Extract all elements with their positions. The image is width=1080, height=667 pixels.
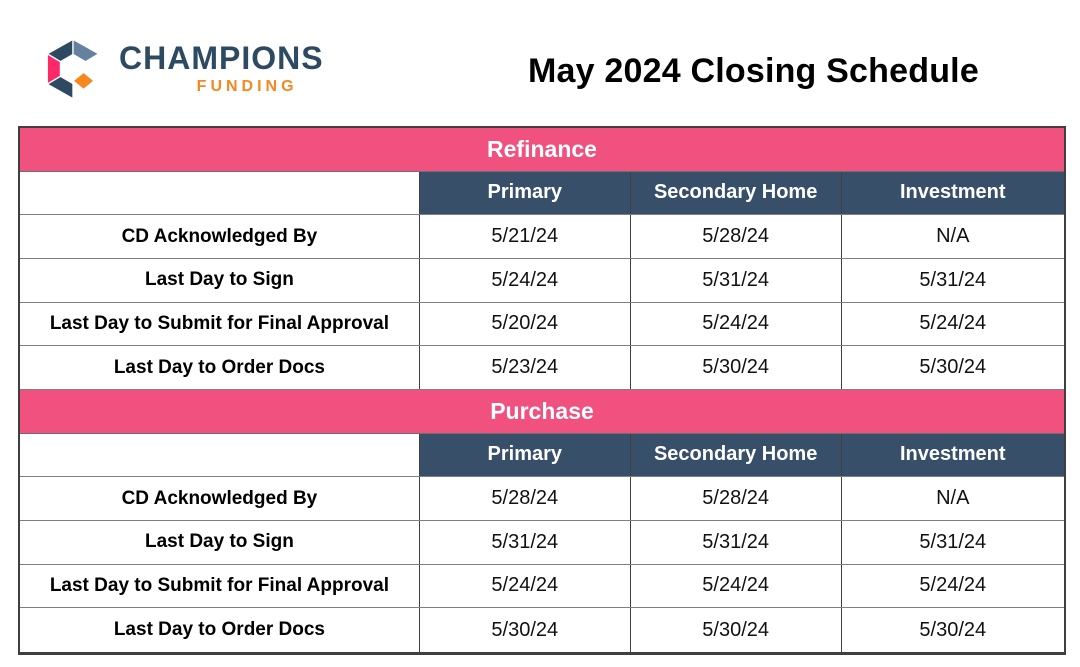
table-row — [20, 477, 1064, 521]
section-refinance — [20, 128, 1064, 390]
table-row — [20, 303, 1064, 347]
cell-value: 5/28/24 — [631, 215, 842, 258]
table-row — [20, 346, 1064, 390]
column-header-row — [20, 434, 1064, 478]
cell-value: 5/31/24 — [919, 530, 987, 553]
cell-value: 5/30/24 — [919, 356, 987, 379]
cell-value: 5/21/24 — [420, 215, 631, 258]
section-purchase — [20, 390, 1064, 652]
column-header-investment: Investment — [842, 172, 1064, 215]
row-label: CD Acknowledged By — [20, 477, 420, 520]
row-label: Last Day to Sign — [20, 259, 420, 302]
column-header-secondary-home: Secondary Home — [631, 172, 842, 215]
brand-name: CHAMPIONS — [119, 40, 324, 77]
cell-value: 5/30/24 — [631, 608, 842, 652]
cell-value: 5/24/24 — [919, 312, 987, 335]
brand-subname: FUNDING — [196, 77, 298, 95]
column-header-secondary-home: Secondary Home — [631, 434, 842, 477]
cell-value: 5/31/24 — [631, 259, 842, 302]
row-label: CD Acknowledged By — [20, 215, 420, 258]
cell-value: 5/24/24 — [631, 565, 842, 608]
cell-value: 5/24/24 — [420, 565, 631, 608]
cell-value: 5/24/24 — [919, 574, 987, 597]
table-row — [20, 215, 1064, 259]
section-header-refinance: Refinance — [20, 128, 1064, 172]
row-label: Last Day to Submit for Final Approval — [20, 565, 420, 608]
brand-text — [119, 42, 324, 96]
cell-value: 5/31/24 — [420, 521, 631, 564]
page-title: May 2024 Closing Schedule — [528, 52, 979, 90]
brand-logo — [40, 34, 324, 104]
cell-value: 5/20/24 — [420, 303, 631, 346]
table-row — [20, 259, 1064, 303]
row-label: Last Day to Sign — [20, 521, 420, 564]
cell-value: 5/31/24 — [631, 521, 842, 564]
cell-value: N/A — [936, 487, 970, 510]
table-row — [20, 608, 1064, 652]
column-header-primary: Primary — [420, 172, 631, 215]
cell-value: 5/24/24 — [420, 259, 631, 302]
champions-logo-icon — [40, 34, 106, 104]
column-header-blank — [20, 434, 420, 477]
cell-value: 5/28/24 — [631, 477, 842, 520]
column-header-blank — [20, 172, 420, 215]
cell-value: 5/30/24 — [631, 346, 842, 389]
cell-value: N/A — [936, 225, 970, 248]
cell-value: 5/30/24 — [420, 608, 631, 652]
table-row — [20, 565, 1064, 609]
cell-value: 5/28/24 — [420, 477, 631, 520]
cell-value: 5/23/24 — [420, 346, 631, 389]
row-label: Last Day to Order Docs — [20, 608, 420, 652]
cell-value: 5/24/24 — [631, 303, 842, 346]
row-label: Last Day to Order Docs — [20, 346, 420, 389]
row-label: Last Day to Submit for Final Approval — [20, 303, 420, 346]
section-header-purchase: Purchase — [20, 390, 1064, 434]
cell-value: 5/30/24 — [919, 618, 987, 641]
column-header-row — [20, 172, 1064, 216]
column-header-investment: Investment — [842, 434, 1064, 477]
table-row — [20, 521, 1064, 565]
cell-value: 5/31/24 — [919, 268, 987, 291]
closing-schedule-table — [18, 126, 1066, 655]
column-header-primary: Primary — [420, 434, 631, 477]
